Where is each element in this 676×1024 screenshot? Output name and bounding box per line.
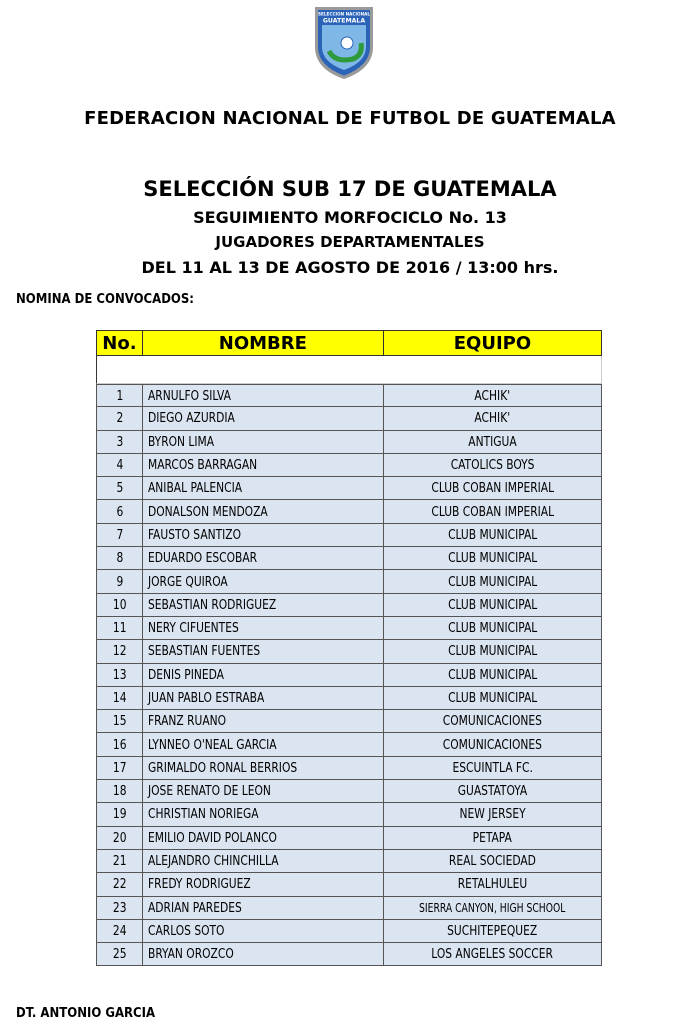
player-team-text: CLUB MUNICIPAL	[447, 620, 537, 637]
player-team-text: REAL SOCIEDAD	[448, 853, 536, 870]
crest-icon	[309, 3, 379, 81]
player-team	[384, 827, 601, 849]
table-spacer-row	[96, 356, 602, 384]
player-name	[143, 664, 384, 686]
player-name	[143, 897, 384, 919]
player-name-text: JOSE RENATO DE LEON	[147, 783, 271, 800]
row-number	[97, 454, 143, 476]
row-number	[97, 803, 143, 825]
player-name-text: ADRIAN PAREDES	[147, 899, 242, 916]
table-row	[96, 873, 602, 896]
table-row	[96, 500, 602, 523]
table-row	[96, 431, 602, 454]
row-number	[97, 524, 143, 546]
player-team-text: SUCHITEPEQUEZ	[447, 922, 538, 939]
player-team-text: ANTIGUA	[468, 433, 517, 450]
player-name	[143, 943, 384, 965]
player-name-text: ARNULFO SILVA	[147, 387, 231, 404]
player-name-text: NERY CIFUENTES	[147, 620, 239, 637]
player-team-text: PETAPA	[472, 829, 512, 846]
player-name-text: ANIBAL PALENCIA	[147, 480, 242, 497]
player-name-text: DONALSON MENDOZA	[147, 503, 268, 520]
player-team-text: CLUB MUNICIPAL	[447, 666, 537, 683]
player-team-text: CLUB MUNICIPAL	[447, 690, 537, 706]
row-number	[97, 431, 143, 453]
player-team	[384, 897, 601, 919]
row-number-text: 2	[115, 410, 123, 427]
row-number	[97, 477, 143, 499]
player-name	[143, 431, 384, 453]
subtitle-players: JUGADORES DEPARTAMENTALES	[215, 233, 485, 251]
row-number-text: 4	[115, 457, 123, 474]
player-team	[384, 780, 601, 802]
row-number-text: 15	[112, 713, 127, 730]
player-name	[143, 617, 384, 639]
table-row	[96, 454, 602, 477]
row-number	[97, 710, 143, 732]
table-row	[96, 943, 602, 966]
player-team	[384, 640, 601, 662]
player-team-text: ACHIK'	[474, 387, 511, 404]
row-number	[97, 640, 143, 662]
player-team-text: RETALHULEU	[457, 876, 528, 893]
table-row	[96, 733, 602, 756]
player-team	[384, 943, 601, 965]
roster-table	[96, 330, 602, 966]
row-number-text: 18	[112, 783, 127, 800]
table-row	[96, 780, 602, 803]
table-body	[96, 384, 602, 966]
row-number	[97, 407, 143, 429]
player-name-text: CHRISTIAN NORIEGA	[147, 806, 259, 823]
table-row	[96, 640, 602, 663]
player-name-text: DENIS PINEDA	[147, 666, 224, 683]
player-name	[143, 640, 384, 662]
player-team	[384, 570, 601, 592]
player-team-text: CLUB MUNICIPAL	[447, 643, 537, 660]
player-name	[143, 594, 384, 616]
table-row	[96, 594, 602, 617]
page-title: SELECCIÓN SUB 17 DE GUATEMALA	[143, 177, 557, 201]
row-number	[97, 920, 143, 942]
row-number-text: 14	[112, 690, 127, 706]
row-number-text: 12	[112, 643, 127, 660]
player-name	[143, 570, 384, 592]
table-row	[96, 897, 602, 920]
player-team-text: ESCUINTLA FC.	[452, 759, 533, 776]
player-name-text: EMILIO DAVID POLANCO	[147, 829, 277, 846]
row-number-text: 9	[115, 573, 123, 590]
row-number-text: 13	[112, 666, 127, 683]
player-name-text: MARCOS BARRAGAN	[147, 457, 257, 474]
row-number	[97, 664, 143, 686]
player-name-text: SEBASTIAN FUENTES	[147, 643, 260, 660]
player-name-text: LYNNEO O'NEAL GARCIA	[147, 736, 277, 753]
row-number-text: 19	[112, 806, 127, 823]
federation-crest	[309, 3, 379, 81]
column-header-no: No.	[97, 331, 143, 355]
player-team-text: CLUB COBAN IMPERIAL	[431, 503, 554, 520]
player-team	[384, 594, 601, 616]
row-number	[97, 687, 143, 709]
row-number-text: 1	[115, 387, 123, 404]
player-team	[384, 385, 601, 406]
row-number-text: 5	[115, 480, 123, 497]
player-team	[384, 547, 601, 569]
table-row	[96, 920, 602, 943]
player-name	[143, 803, 384, 825]
player-team	[384, 524, 601, 546]
row-number-text: 8	[115, 550, 123, 567]
row-number-text: 21	[112, 853, 127, 870]
player-name-text: FAUSTO SANTIZO	[147, 526, 241, 543]
table-row	[96, 757, 602, 780]
player-team-text: LOS ANGELES SOCCER	[431, 946, 554, 963]
row-number-text: 22	[112, 876, 127, 893]
player-name-text: JUAN PABLO ESTRABA	[147, 690, 265, 706]
player-name	[143, 687, 384, 709]
row-number-text: 17	[112, 759, 127, 776]
player-name	[143, 385, 384, 406]
row-number-text: 25	[112, 946, 127, 963]
organization-title: FEDERACION NACIONAL DE FUTBOL DE GUATEMALA	[84, 108, 616, 129]
player-name	[143, 454, 384, 476]
player-team	[384, 803, 601, 825]
row-number	[97, 827, 143, 849]
player-name-text: FREDY RODRIGUEZ	[147, 876, 251, 893]
player-team	[384, 920, 601, 942]
table-row	[96, 827, 602, 850]
row-number-text: 24	[112, 922, 127, 939]
subtitle-morfociclo: SEGUIMIENTO MORFOCICLO No. 13	[193, 208, 507, 227]
player-team	[384, 617, 601, 639]
svg-text:SELECCION NACIONAL: SELECCION NACIONAL	[318, 11, 370, 17]
table-row	[96, 687, 602, 710]
player-team	[384, 454, 601, 476]
row-number-text: 23	[112, 899, 127, 916]
row-number	[97, 385, 143, 406]
player-team-text: ACHIK'	[474, 410, 511, 427]
table-row	[96, 710, 602, 733]
player-name-text: DIEGO AZURDIA	[147, 410, 235, 427]
player-name-text: ALEJANDRO CHINCHILLA	[147, 853, 279, 870]
player-name-text: EDUARDO ESCOBAR	[147, 550, 257, 567]
player-team-text: COMUNICACIONES	[442, 713, 543, 730]
subtitle-dates: DEL 11 AL 13 DE AGOSTO DE 2016 / 13:00 hrs.	[141, 258, 559, 277]
row-number-text: 6	[115, 503, 123, 520]
player-name-text: SEBASTIAN RODRIGUEZ	[147, 596, 276, 613]
player-team	[384, 873, 601, 895]
row-number-text: 10	[112, 596, 127, 613]
row-number	[97, 943, 143, 965]
row-number-text: 7	[115, 526, 123, 543]
player-team-text: SIERRA CANYON, HIGH SCHOOL	[419, 900, 566, 916]
player-team-text: CLUB MUNICIPAL	[447, 550, 537, 567]
player-name	[143, 850, 384, 872]
row-number	[97, 500, 143, 522]
player-name	[143, 780, 384, 802]
section-label: NOMINA DE CONVOCADOS:	[16, 292, 194, 307]
player-team	[384, 477, 601, 499]
table-row	[96, 384, 602, 407]
row-number-text: 20	[112, 829, 127, 846]
row-number-text: 3	[115, 433, 123, 450]
player-name	[143, 733, 384, 755]
player-team	[384, 407, 601, 429]
player-team-text: GUASTATOYA	[457, 783, 528, 800]
player-name	[143, 827, 384, 849]
player-team	[384, 664, 601, 686]
row-number	[97, 780, 143, 802]
svg-text:GUATEMALA: GUATEMALA	[322, 17, 366, 25]
table-row	[96, 570, 602, 593]
player-team	[384, 733, 601, 755]
table-row	[96, 477, 602, 500]
player-name-text: GRIMALDO RONAL BERRIOS	[147, 759, 297, 776]
player-team-text: NEW JERSEY	[459, 806, 526, 823]
player-name	[143, 757, 384, 779]
row-number	[97, 850, 143, 872]
player-team-text: COMUNICACIONES	[442, 736, 543, 753]
player-name	[143, 524, 384, 546]
row-number	[97, 594, 143, 616]
player-name	[143, 477, 384, 499]
column-header-team: EQUIPO	[453, 332, 532, 354]
player-team	[384, 850, 601, 872]
table-row	[96, 617, 602, 640]
row-number	[97, 733, 143, 755]
player-name-text: CARLOS SOTO	[147, 922, 225, 939]
player-name	[143, 407, 384, 429]
player-name	[143, 920, 384, 942]
coach-signature: DT. ANTONIO GARCIA	[16, 1006, 156, 1021]
player-name	[143, 873, 384, 895]
player-team	[384, 687, 601, 709]
player-name-text: JORGE QUIROA	[147, 573, 228, 590]
player-team	[384, 757, 601, 779]
column-header-name: NOMBRE	[143, 331, 384, 355]
player-name-text: FRANZ RUANO	[147, 713, 226, 730]
player-name-text: BYRON LIMA	[147, 433, 214, 450]
table-row	[96, 524, 602, 547]
player-team-text: CLUB MUNICIPAL	[447, 596, 537, 613]
row-number	[97, 617, 143, 639]
player-name	[143, 547, 384, 569]
player-team-text: CLUB COBAN IMPERIAL	[431, 480, 554, 497]
player-name	[143, 500, 384, 522]
row-number	[97, 570, 143, 592]
player-team	[384, 710, 601, 732]
player-name	[143, 710, 384, 732]
player-team-text: CATOLICS BOYS	[450, 457, 535, 474]
row-number	[97, 757, 143, 779]
player-team	[384, 431, 601, 453]
row-number-text: 11	[112, 620, 127, 637]
table-row	[96, 407, 602, 430]
table-header	[96, 330, 602, 356]
row-number	[97, 547, 143, 569]
row-number	[97, 873, 143, 895]
row-number	[97, 897, 143, 919]
player-name-text: BRYAN OROZCO	[147, 946, 234, 963]
player-team-text: CLUB MUNICIPAL	[447, 526, 537, 543]
table-row	[96, 850, 602, 873]
player-team	[384, 500, 601, 522]
table-row	[96, 803, 602, 826]
player-team-text: CLUB MUNICIPAL	[447, 573, 537, 590]
table-row	[96, 664, 602, 687]
row-number-text: 16	[112, 736, 127, 753]
table-row	[96, 547, 602, 570]
